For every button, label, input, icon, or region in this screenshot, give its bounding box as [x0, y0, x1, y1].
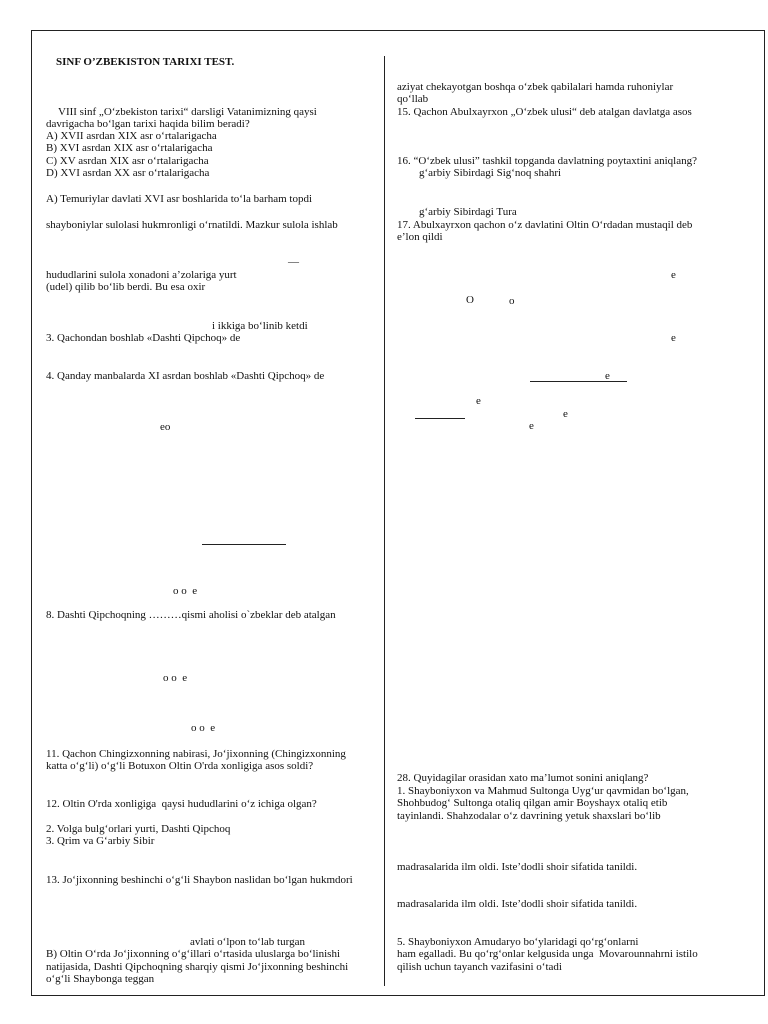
- fragment-e-2: e: [671, 332, 676, 344]
- question-11-line1: 11. Qachon Chingizxonning nabirasi, Jo‘jixonning (Chingizxonning: [46, 748, 346, 760]
- question-8: 8. Dashti Qipchoqning ………qismi aholisi o`zbeklar deb atalgan: [46, 609, 336, 621]
- question-3: 3. Qachondan boshlab «Dashti Qipchoq» de: [46, 332, 241, 344]
- answer-b-line1: B) Oltin O‘rda Jo‘jixonning o‘g‘illari o‘rtasida uluslarga bo‘linishi: [46, 948, 340, 960]
- fragment-o: o: [509, 295, 515, 307]
- question-15: 15. Qachon Abulxayrxon „O‘zbek ulusi“ deb atalgan davlatga asos: [397, 106, 692, 118]
- item-5-line2: ham egalladi. Bu qo‘rg‘onlar kelgusida unga Movarounnahrni istilo: [397, 948, 698, 960]
- option-d: D) XVI asrdan XX asr o‘rtalarigacha: [46, 167, 210, 179]
- question-17-line1: 17. Abulxayrxon qachon o‘z davlatini Oltin O‘rdadan mustaqil deb: [397, 219, 693, 231]
- blank-line-right-2: [415, 418, 465, 419]
- question-11-line2: katta o‘g‘li) o‘g‘li Botuxon Oltin O'rda xonligiga asos soldi?: [46, 760, 314, 772]
- question-28: 28. Quyidagilar orasidan xato ma’lumot sonini aniqlang?: [397, 772, 649, 784]
- question-intro-line1: VIII sinf „O‘zbekiston tarixi“ darsligi Vatanimizning qaysi: [58, 106, 317, 118]
- blank-line: [202, 544, 286, 545]
- fragment-e-4: e: [476, 395, 481, 407]
- page-title: SINF O’ZBEKISTON TARIXI TEST.: [56, 56, 235, 68]
- question-intro-line2: davrigacha bo‘lgan tarixi haqida bilim beradi?: [46, 118, 250, 130]
- text-hududlarini: hududlarini sulola xonadoni a’zolariga yurt: [46, 269, 237, 281]
- question-12-option-3: 3. Qrim va G‘arbiy Sibir: [46, 835, 155, 847]
- fragment-ooe-3: o o e: [191, 722, 216, 734]
- question-28-line1: 1. Shayboniyxon va Mahmud Sultonga Uyg‘ur qavmidan bo‘lgan,: [397, 785, 689, 797]
- question-12: 12. Oltin O'rda xonligiga qaysi hududlarini o‘z ichiga olgan?: [46, 798, 317, 810]
- text-aziyat-line2: qo‘llab: [397, 93, 429, 105]
- text-madrasa-2: madrasalarida ilm oldi. Iste’dodli shoir sifatida tanildi.: [397, 898, 638, 910]
- dash-mark: —: [288, 256, 299, 268]
- question-12-option-2: 2. Volga bulg‘orlari yurti, Dashti Qipchoq: [46, 823, 231, 835]
- answer-temuriylar: A) Temuriylar davlati XVI asr boshlarida to‘la barham topdi: [46, 193, 313, 205]
- question-17-line2: e’lon qildi: [397, 231, 443, 243]
- option-c: C) XV asrdan XIX asr o‘rtalarigacha: [46, 155, 209, 167]
- fragment-e-3: e: [605, 370, 610, 382]
- text-shayboniylar: shayboniylar sulolasi hukmronligi o‘rnatildi. Mazkur sulola ishlab: [46, 219, 338, 231]
- text-ikkiga: i ikkiga bo‘linib ketdi: [212, 320, 308, 332]
- question-13: 13. Jo‘jixonning beshinchi o‘g‘li Shaybon naslidan bo‘lgan hukmdori: [46, 874, 353, 886]
- text-udel: (udel) qilib bo‘lib berdi. Bu esa oxir: [46, 281, 206, 293]
- item-5-line3: qilish uchun tayanch vazifasini o‘tadi: [397, 961, 562, 973]
- text-aziyat-line1: aziyat chekayotgan boshqa o‘zbek qabilalari hamda ruhoniylar: [397, 81, 674, 93]
- question-16: 16. “O‘zbek ulusi” tashkil topganda davlatning poytaxtini aniqlang?: [397, 155, 697, 167]
- question-16-option-1: g‘arbiy Sibirdagi Sig‘noq shahri: [419, 167, 562, 179]
- fragment-e-5: e: [563, 408, 568, 420]
- question-28-line2: Shohbudog‘ Sultonga otaliq qilgan amir Boyshayx otaliq etib: [397, 797, 668, 809]
- text-madrasa-1: madrasalarida ilm oldi. Iste’dodli shoir sifatida tanildi.: [397, 861, 638, 873]
- answer-b-line3: o‘g‘li Shaybonga teggan: [46, 973, 155, 985]
- option-b: B) XVI asrdan XIX asr o‘rtalarigacha: [46, 142, 213, 154]
- fragment-O: O: [466, 294, 474, 306]
- fragment-ooe-2: o o e: [163, 672, 188, 684]
- item-5-line1: 5. Shayboniyxon Amudaryo bo‘ylaridagi qo‘rg‘onlarni: [397, 936, 639, 948]
- fragment-eo: eo: [160, 421, 171, 433]
- option-a: A) XVII asrdan XIX asr o‘rtalarigacha: [46, 130, 217, 142]
- blank-line-right-1: [530, 381, 627, 382]
- column-divider: [384, 56, 385, 986]
- answer-b-line2: natijasida, Dashti Qipchoqning sharqiy qismi Jo‘jixonning beshinchi: [46, 961, 349, 973]
- question-16-option-2: g‘arbiy Sibirdagi Tura: [419, 206, 517, 218]
- question-28-line3: tayinlandi. Shahzodalar o‘z davrining yetuk shaxslari bo‘lib: [397, 810, 661, 822]
- fragment-e-6: e: [529, 420, 534, 432]
- text-avlati: avlati o‘lpon to‘lab turgan: [190, 936, 305, 948]
- fragment-e-1: e: [671, 269, 676, 281]
- fragment-ooe-1: o o e: [173, 585, 198, 597]
- question-4: 4. Qanday manbalarda XI asrdan boshlab «Dashti Qipchoq» de: [46, 370, 325, 382]
